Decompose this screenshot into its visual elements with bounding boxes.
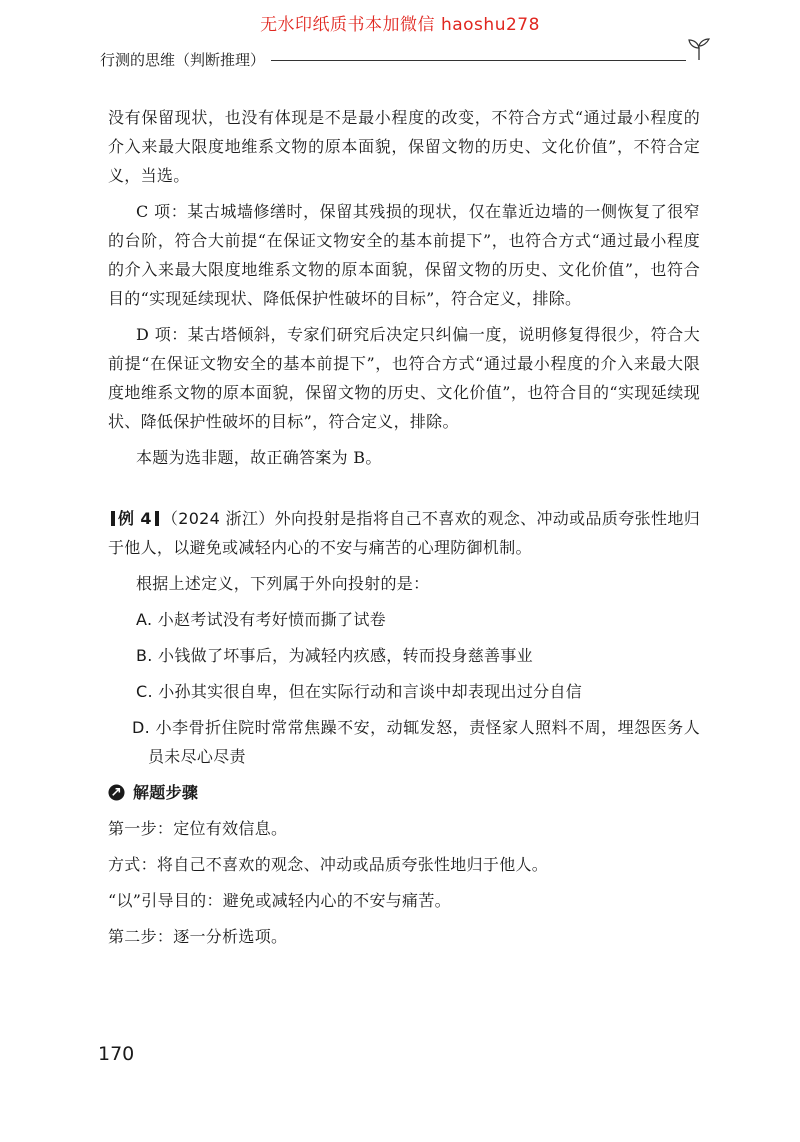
solution-step-2: 第二步：逐一分析选项。: [108, 927, 288, 946]
sprout-icon: [686, 36, 712, 62]
header-title: 行测的思维（判断推理）: [100, 49, 271, 70]
option-b: B. 小钱做了坏事后，为减轻内疚感，转而投身慈善事业: [136, 646, 533, 665]
solution-title-row: [108, 778, 700, 807]
header-rule: [260, 60, 686, 61]
example-stem: [108, 504, 700, 562]
paragraph-1: 没有保留现状，也没有体现是不是最小程度的改变，不符合方式“通过最小程度的介入来最大限度地维系文物的原本面貌，保留文物的历史、文化价值”，不符合定义，当选。: [108, 108, 700, 185]
page-header: [100, 44, 712, 74]
solution-step-1: 第一步：定位有效信息。: [108, 819, 288, 838]
watermark-text: 无水印纸质书本加微信 haoshu278: [260, 15, 540, 35]
example-question: 根据上述定义，下列属于外向投射的是：: [136, 574, 430, 593]
option-c: C. 小孙其实很自卑，但在实际行动和言谈中却表现出过分自信: [136, 682, 583, 701]
example-text: （2024 浙江）外向投射是指将自己不喜欢的观念、冲动或品质夸张性地归于他人，以避免或减轻内心的不安与痛苦的心理防御机制。: [108, 509, 700, 557]
label-bar-right: [155, 511, 159, 526]
label-bar-left: [111, 511, 115, 526]
example-block: [108, 504, 700, 807]
paragraph-option-c: C 项：某古城墙修缮时，保留其残损的现状，仅在靠近边墙的一侧恢复了很窄的台阶，符合大前提“在保证文物安全的基本前提下”，也符合方式“通过最小程度的介入来最大限度地维系文物的原本面貌，保留文物的历史、文化价值”，也符合目的“实现延续现状、降低保护性破坏的目标”，符合定义，排除。: [108, 202, 700, 308]
solution-title: 解题步骤: [133, 783, 199, 802]
steps-icon: [108, 784, 125, 801]
solution-method: 方式：将自己不喜欢的观念、冲动或品质夸张性地归于他人。: [108, 855, 549, 874]
paragraph-option-d: D 项：某古塔倾斜，专家们研究后决定只纠偏一度，说明修复得很少，符合大前提“在保证文物安全的基本前提下”，也符合方式“通过最小程度的介入来最大限度地维系文物的原本面貌，保留文物的历史、文化价值”，也符合目的“实现延续现状、降低保护性破坏的目标”，符合定义，排除。: [108, 325, 700, 431]
paragraph-answer: 本题为选非题，故正确答案为 B。: [136, 448, 382, 467]
example-label: 例 4: [118, 509, 152, 528]
option-d: D. 小李骨折住院时常常焦躁不安，动辄发怒，责怪家人照料不周，埋怨医务人员未尽心尽责: [132, 718, 700, 766]
page-number: 170: [98, 1043, 135, 1065]
page-content: [108, 103, 700, 951]
option-a: A. 小赵考试没有考好愤而撕了试卷: [136, 610, 386, 629]
solution-purpose: “以”引导目的：避免或减轻内心的不安与痛苦。: [108, 891, 451, 910]
